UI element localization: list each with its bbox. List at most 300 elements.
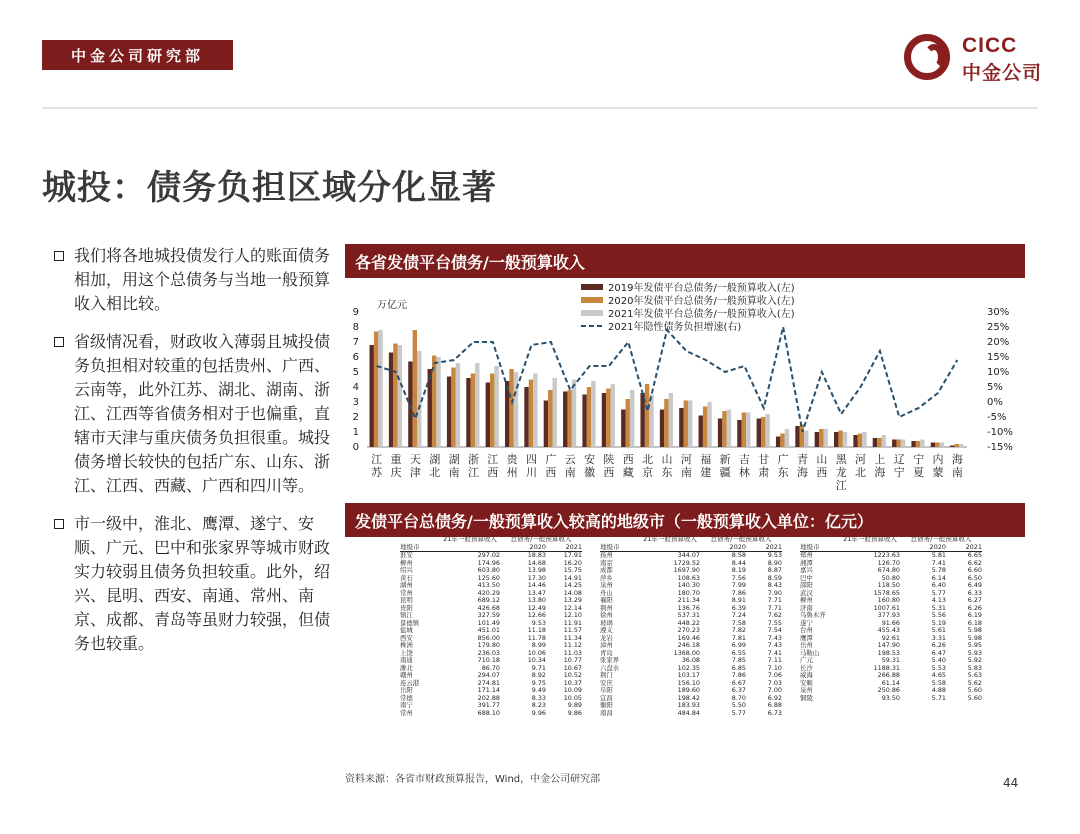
y-tick-label: 3 — [352, 397, 359, 408]
table-cell: 189.60 — [677, 686, 700, 694]
bullet-square-icon — [54, 519, 64, 529]
group-header: 21年一般预算收入 — [443, 535, 497, 543]
table-cell: 巴中 — [800, 573, 813, 582]
table-cell: 59.31 — [881, 656, 900, 664]
legend-label: 2020年发债平台总债务/一般预算收入(左) — [608, 296, 795, 307]
table-cell: 7.55 — [767, 618, 782, 627]
table-cell: 603.80 — [477, 566, 500, 574]
table-cell: 4.13 — [931, 596, 946, 604]
table-cell: 5.93 — [967, 648, 982, 657]
bar-2020 — [684, 401, 688, 448]
bar-2021 — [494, 366, 498, 447]
bar-2020 — [800, 425, 804, 448]
bar-2020 — [703, 407, 707, 448]
column-header: 2021 — [965, 543, 982, 551]
table-cell: 7.56 — [731, 573, 746, 582]
bar-2020 — [626, 399, 630, 447]
table-cell: 9.71 — [531, 663, 546, 672]
bar-2019 — [718, 419, 722, 448]
table-cell: 郑州 — [800, 551, 813, 559]
table-cell: 7.11 — [767, 656, 782, 664]
bar-2020 — [780, 434, 784, 448]
table-cell: 9.86 — [567, 708, 582, 717]
table-cell: 5.61 — [931, 626, 946, 634]
table-cell: 六盘水 — [600, 663, 620, 672]
bar-2021 — [823, 429, 827, 447]
table-cell: 8.59 — [767, 573, 782, 582]
x-tick-label: 安徽 — [584, 453, 596, 479]
column-header: 2021 — [565, 543, 582, 551]
bar-2019 — [776, 437, 780, 448]
bar-2021 — [959, 444, 963, 447]
bullet-item — [52, 512, 337, 656]
table-cell: 1729.52 — [673, 558, 700, 567]
table-cell: 674.80 — [877, 566, 900, 574]
bar-2021 — [940, 443, 944, 448]
table-cell: 成都 — [600, 566, 613, 574]
table-cell: 7.41 — [767, 648, 782, 657]
table-cell: 柳州 — [400, 558, 413, 567]
table-cell: 7.10 — [767, 663, 782, 672]
table-cell: 5.98 — [967, 633, 982, 642]
page-title: 城投：债务负担区域分化显著 — [42, 168, 497, 208]
table-cell: 13.29 — [563, 596, 582, 604]
table-cell: 5.62 — [967, 678, 982, 687]
bar-2021 — [378, 330, 382, 447]
table-cell: 玻璃 — [600, 618, 613, 627]
bar-2020 — [819, 429, 823, 447]
table-cell: 8.92 — [531, 671, 546, 679]
table-cell: 镇江 — [400, 611, 413, 619]
bar-2020 — [587, 387, 591, 447]
x-tick-label: 山西 — [816, 453, 828, 479]
x-tick-label: 广东 — [777, 453, 789, 479]
table-cell: 10.77 — [563, 656, 582, 664]
table-cell: 10.37 — [563, 678, 582, 687]
x-tick-label: 上海 — [874, 453, 886, 479]
table-cell: 50.80 — [881, 573, 900, 582]
table-cell: 327.59 — [477, 611, 500, 619]
table-cell: 13.80 — [527, 596, 546, 604]
x-tick-label: 广西 — [545, 453, 557, 479]
table-cell: 15.75 — [563, 566, 582, 574]
bar-2020 — [451, 368, 455, 448]
table-cell: 衡阳 — [600, 701, 613, 709]
table-cell: 乌鲁木齐 — [800, 611, 826, 619]
table-cell: 246.18 — [677, 641, 700, 649]
table-cell: 萍乡 — [600, 573, 613, 582]
city-table-header — [800, 535, 982, 552]
y2-tick-label: -15% — [987, 442, 1013, 453]
x-tick-label: 湖北 — [429, 453, 441, 479]
bar-2021 — [398, 345, 402, 447]
table-cell: 7.81 — [731, 633, 746, 642]
table-cell: 荆州 — [600, 603, 613, 612]
table-cell: 169.46 — [677, 633, 700, 642]
bar-2019 — [544, 401, 548, 448]
city-table-block — [400, 535, 582, 717]
table-cell: 绍兴 — [400, 566, 413, 574]
table-cell: 198.42 — [677, 693, 700, 702]
table-cell: 6.19 — [967, 611, 982, 619]
bar-2019 — [737, 420, 741, 447]
table-cell: 6.49 — [967, 581, 982, 589]
x-tick-label: 云南 — [564, 453, 576, 479]
table-cell: 5.53 — [931, 663, 946, 672]
y-tick-label: 2 — [352, 412, 359, 423]
table-cell: 5.56 — [931, 611, 946, 619]
bar-2019 — [389, 353, 393, 448]
x-tick-label: 陕西 — [603, 453, 615, 479]
table-cell: 宜昌 — [600, 693, 613, 702]
group-header: 21年一般预算收入 — [643, 535, 697, 543]
table-cell: 黄石 — [400, 573, 413, 582]
table-cell: 安顺 — [800, 678, 813, 687]
bar-2020 — [567, 390, 571, 447]
table-cell: 61.14 — [881, 678, 900, 687]
table-cell: 160.80 — [877, 596, 900, 604]
table-cell: 6.92 — [767, 693, 782, 702]
bullet-item — [52, 330, 337, 498]
x-tick-label: 内蒙 — [932, 453, 944, 479]
table-cell: 4.88 — [931, 686, 946, 694]
bar-2020 — [955, 444, 959, 447]
table-cell: 180.70 — [677, 588, 700, 597]
table-cell: 8.91 — [731, 596, 746, 604]
y-tick-label: 5 — [352, 367, 359, 378]
x-tick-label: 江苏 — [371, 453, 383, 479]
x-tick-label: 北京 — [642, 453, 654, 479]
table-cell: 16.20 — [563, 558, 582, 567]
header-divider — [42, 107, 1038, 109]
bar-2019 — [911, 441, 915, 447]
y2-tick-label: 10% — [987, 367, 1010, 378]
bar-2019 — [563, 392, 567, 448]
column-header: 2020 — [929, 543, 946, 551]
table-cell: 118.50 — [877, 581, 900, 589]
table-cell: 6.40 — [931, 581, 946, 589]
table-cell: 6.26 — [967, 603, 982, 612]
table-cell: 7.62 — [767, 611, 782, 619]
table-cell: 198.53 — [877, 648, 900, 657]
table-cell: 688.10 — [477, 708, 500, 717]
table-cell: 1368.00 — [673, 648, 700, 657]
bar-2020 — [742, 413, 746, 448]
table-cell: 8.44 — [731, 558, 746, 567]
table-cell: 10.67 — [563, 663, 582, 672]
table-cell: 9.53 — [767, 551, 782, 559]
table-cell: 6.33 — [967, 588, 982, 597]
table-cell: 6.47 — [931, 648, 946, 657]
table-cell: 93.50 — [881, 693, 900, 702]
bar-2021 — [765, 414, 769, 447]
bar-2021 — [572, 380, 576, 448]
table-cell: 扬州 — [600, 551, 613, 559]
bar-2021 — [727, 410, 731, 448]
table-cell: 南宁 — [400, 701, 413, 709]
table-cell: 5.77 — [731, 708, 746, 717]
table-cell: 7.86 — [731, 671, 746, 679]
bullet-text: 市一级中，淮北、鹰潭、遂宁、安顺、广元、巴中和张家界等城市财政实力较弱且债务负担较重。此外，绍兴、昆明、西安、南通、常州、南京、成都、青岛等虽财力较强，但债务也较重。 — [74, 514, 331, 653]
bar-2021 — [843, 432, 847, 447]
y2-tick-label: 20% — [987, 337, 1010, 348]
table-cell: 1578.65 — [873, 588, 900, 597]
table-cell: 710.18 — [477, 656, 500, 664]
table-cell: 270.23 — [677, 626, 700, 634]
bar-2019 — [370, 345, 374, 447]
bar-2020 — [529, 380, 533, 448]
city-debt-table — [400, 535, 990, 761]
table-cell: 1007.61 — [873, 603, 900, 612]
table-cell: 连云港 — [400, 678, 420, 687]
table-cell: 102.35 — [677, 663, 700, 672]
table-cell: 11.78 — [527, 633, 546, 642]
table-cell: 7.06 — [767, 671, 782, 679]
table-cell: 7.00 — [767, 686, 782, 694]
x-tick-label: 黑龙江 — [835, 453, 847, 492]
bar-2021 — [630, 390, 634, 447]
x-tick-label: 重庆 — [390, 453, 402, 479]
table-cell: 36.08 — [681, 656, 700, 664]
table-cell: 9.49 — [531, 686, 546, 694]
y-tick-label: 6 — [352, 352, 359, 363]
table-cell: 马鞍山 — [800, 648, 820, 657]
table-cell: 202.88 — [477, 693, 500, 702]
table-cell: 1697.90 — [673, 566, 700, 574]
table-cell: 11.12 — [563, 641, 582, 649]
bar-2020 — [877, 438, 881, 447]
bar-2020 — [606, 389, 610, 448]
table-cell: 邵阳 — [800, 581, 813, 589]
bullet-square-icon — [54, 337, 64, 347]
table-cell: 8.33 — [531, 693, 546, 702]
table-cell: 17.91 — [563, 551, 582, 559]
table-cell: 6.73 — [767, 708, 782, 717]
table-cell: 淮安 — [400, 551, 413, 559]
table-cell: 南京 — [600, 558, 613, 567]
bar-2021 — [862, 432, 866, 447]
x-tick-label: 宁夏 — [913, 453, 925, 479]
bar-2020 — [490, 374, 494, 448]
table-cell: 484.84 — [677, 708, 700, 717]
table-cell: 689.12 — [477, 596, 500, 604]
table-cell: 12.14 — [563, 603, 582, 612]
table-cell: 7.41 — [931, 558, 946, 567]
table-cell: 12.10 — [563, 611, 582, 619]
table-cell: 济南 — [800, 603, 813, 612]
bar-2020 — [471, 374, 475, 448]
table-cell: 108.63 — [677, 573, 700, 582]
table-cell: 5.60 — [967, 693, 982, 702]
table-cell: 92.61 — [881, 633, 900, 642]
table-cell: 9.89 — [567, 701, 582, 709]
table-cell: 156.10 — [677, 678, 700, 687]
table-cell: 5.40 — [931, 656, 946, 664]
department-tag: 中金公司研究部 — [42, 40, 233, 70]
x-tick-label: 河北 — [855, 453, 867, 479]
table-cell: 徐州 — [600, 611, 613, 619]
table-cell: 8.70 — [731, 693, 746, 702]
table-cell: 6.14 — [931, 573, 946, 582]
legend-swatch — [581, 284, 603, 290]
bar-2021 — [785, 429, 789, 447]
table-cell: 6.55 — [731, 648, 746, 657]
table-cell: 344.07 — [677, 551, 700, 559]
table-panel-title: 发债平台总债务/一般预算收入较高的地级市（一般预算收入单位：亿元） — [345, 503, 1025, 537]
table-cell: 8.58 — [731, 551, 746, 559]
x-tick-label: 新疆 — [719, 453, 731, 479]
table-cell: 8.43 — [767, 581, 782, 589]
bar-2020 — [645, 384, 649, 447]
table-cell: 荆门 — [600, 671, 613, 679]
group-header: 总债务/一般预算收入 — [710, 535, 772, 543]
table-cell: 8.90 — [767, 558, 782, 567]
y-tick-label: 0 — [352, 442, 359, 453]
table-cell: 266.88 — [877, 671, 900, 679]
table-cell: 南昌 — [600, 708, 613, 717]
table-cell: 171.14 — [477, 686, 500, 694]
table-cell: 嘉兴 — [800, 566, 813, 574]
table-cell: 4.65 — [931, 671, 946, 679]
table-cell: 7.43 — [767, 633, 782, 642]
column-header: 2021 — [765, 543, 782, 551]
cicc-logo-icon — [904, 34, 950, 80]
bar-2020 — [374, 332, 378, 448]
table-cell: 昆明 — [400, 596, 413, 604]
table-cell: 126.70 — [877, 558, 900, 567]
table-cell: 451.01 — [477, 626, 500, 634]
bar-2019 — [660, 410, 664, 448]
legend-label: 2019年发债平台总债务/一般预算收入(左) — [608, 283, 795, 294]
bar-2021 — [611, 384, 615, 447]
legend-label: 2021年发债平台总债务/一般预算收入(左) — [608, 309, 795, 320]
table-cell: 211.34 — [677, 596, 700, 604]
table-cell: 103.17 — [677, 671, 700, 679]
table-cell: 7.71 — [767, 596, 782, 604]
x-tick-label: 浙江 — [467, 453, 479, 479]
table-cell: 8.87 — [767, 566, 782, 574]
table-cell: 5.81 — [931, 551, 946, 559]
y-tick-label: 7 — [352, 337, 359, 348]
city-table-header — [400, 535, 582, 552]
bar-2020 — [548, 390, 552, 447]
bar-2019 — [815, 432, 819, 447]
table-cell: 7.54 — [767, 626, 782, 634]
table-cell: 420.29 — [477, 588, 500, 597]
bar-2020 — [761, 417, 765, 447]
bar-2020 — [858, 434, 862, 448]
table-row — [800, 695, 982, 703]
bar-2019 — [428, 369, 432, 447]
table-cell: 11.18 — [527, 626, 546, 634]
x-tick-label: 甘肃 — [758, 453, 770, 479]
bar-2019 — [892, 440, 896, 448]
x-tick-label: 湖南 — [448, 453, 460, 479]
y2-tick-label: 0% — [987, 397, 1003, 408]
bar-2019 — [466, 378, 470, 447]
table-cell: 5.95 — [967, 641, 982, 649]
table-cell: 武汉 — [800, 588, 813, 597]
table-cell: 铜陵 — [800, 693, 813, 702]
y-tick-label: 9 — [352, 307, 359, 318]
table-cell: 5.83 — [967, 663, 982, 672]
bar-2019 — [873, 438, 877, 447]
city-table-header — [600, 535, 782, 552]
table-cell: 遂宁 — [800, 618, 813, 627]
table-cell: 8.99 — [531, 641, 546, 649]
y2-tick-label: 25% — [987, 322, 1010, 333]
x-tick-label: 西藏 — [622, 453, 634, 479]
table-cell: 7.90 — [767, 588, 782, 597]
table-cell: 14.46 — [527, 581, 546, 589]
y-tick-label: 1 — [352, 427, 359, 438]
table-cell: 11.57 — [563, 626, 582, 634]
table-cell: 179.80 — [477, 641, 500, 649]
table-cell: 威海 — [800, 671, 813, 679]
table-cell: 5.63 — [967, 671, 982, 679]
table-cell: 鹰潭 — [800, 633, 813, 642]
table-cell: 17.30 — [527, 573, 546, 582]
table-cell: 台州 — [800, 626, 813, 634]
table-cell: 襄阳 — [600, 596, 613, 604]
bar-2021 — [456, 363, 460, 447]
y2-tick-label: 30% — [987, 307, 1010, 318]
table-cell: 10.06 — [527, 648, 546, 657]
bar-2019 — [621, 410, 625, 448]
table-cell: 泉州 — [800, 686, 813, 694]
column-header: 2020 — [529, 543, 546, 551]
table-cell: 274.81 — [477, 678, 500, 687]
table-cell: 10.09 — [563, 686, 582, 694]
table-cell: 7.71 — [767, 603, 782, 612]
table-cell: 张家界 — [600, 656, 620, 664]
table-cell: 6.26 — [931, 641, 946, 649]
table-cell: 龙岩 — [600, 633, 613, 642]
table-cell: 5.78 — [931, 566, 946, 574]
table-cell: 岳州 — [800, 641, 813, 649]
bar-2021 — [688, 401, 692, 448]
table-cell: 10.05 — [563, 693, 582, 702]
table-cell: 18.83 — [527, 551, 546, 559]
bar-2021 — [901, 440, 905, 448]
bullet-item — [52, 244, 337, 316]
table-cell: 11.34 — [563, 633, 582, 642]
x-tick-label: 辽宁 — [893, 453, 905, 479]
bar-2020 — [896, 440, 900, 448]
table-cell: 柳州 — [800, 596, 813, 604]
legend-swatch — [581, 297, 603, 303]
group-header: 总债务/一般预算收入 — [510, 535, 572, 543]
table-cell: 9.75 — [531, 678, 546, 687]
table-cell: 174.96 — [477, 558, 500, 567]
table-cell: 5.31 — [931, 603, 946, 612]
table-cell: 6.65 — [967, 551, 982, 559]
bullet-text: 省级情况看，财政收入薄弱且城投债务负担相对较重的包括贵州、广西、云南等，此外江苏、湖北、湖南、浙江、江西等省债务相对于也偏重，直辖市天津与重庆债务负担很重。城投债务增长较快的包括广东、山东、浙江、江西、西藏、广西和四川等。 — [74, 332, 331, 495]
bar-2020 — [413, 330, 417, 447]
bar-2020 — [935, 443, 939, 448]
table-cell: 125.60 — [477, 573, 500, 582]
table-cell: 101.49 — [477, 618, 500, 627]
x-tick-label: 海南 — [951, 453, 963, 479]
table-cell: 常德 — [400, 693, 413, 702]
table-cell: 9.96 — [531, 708, 546, 717]
table-cell: 3.31 — [931, 633, 946, 642]
table-cell: 9.53 — [531, 618, 546, 627]
table-cell: 1223.63 — [873, 551, 900, 559]
table-cell: 856.00 — [477, 633, 500, 642]
table-cell: 舟山 — [600, 588, 613, 597]
x-tick-label: 吉林 — [738, 453, 750, 479]
